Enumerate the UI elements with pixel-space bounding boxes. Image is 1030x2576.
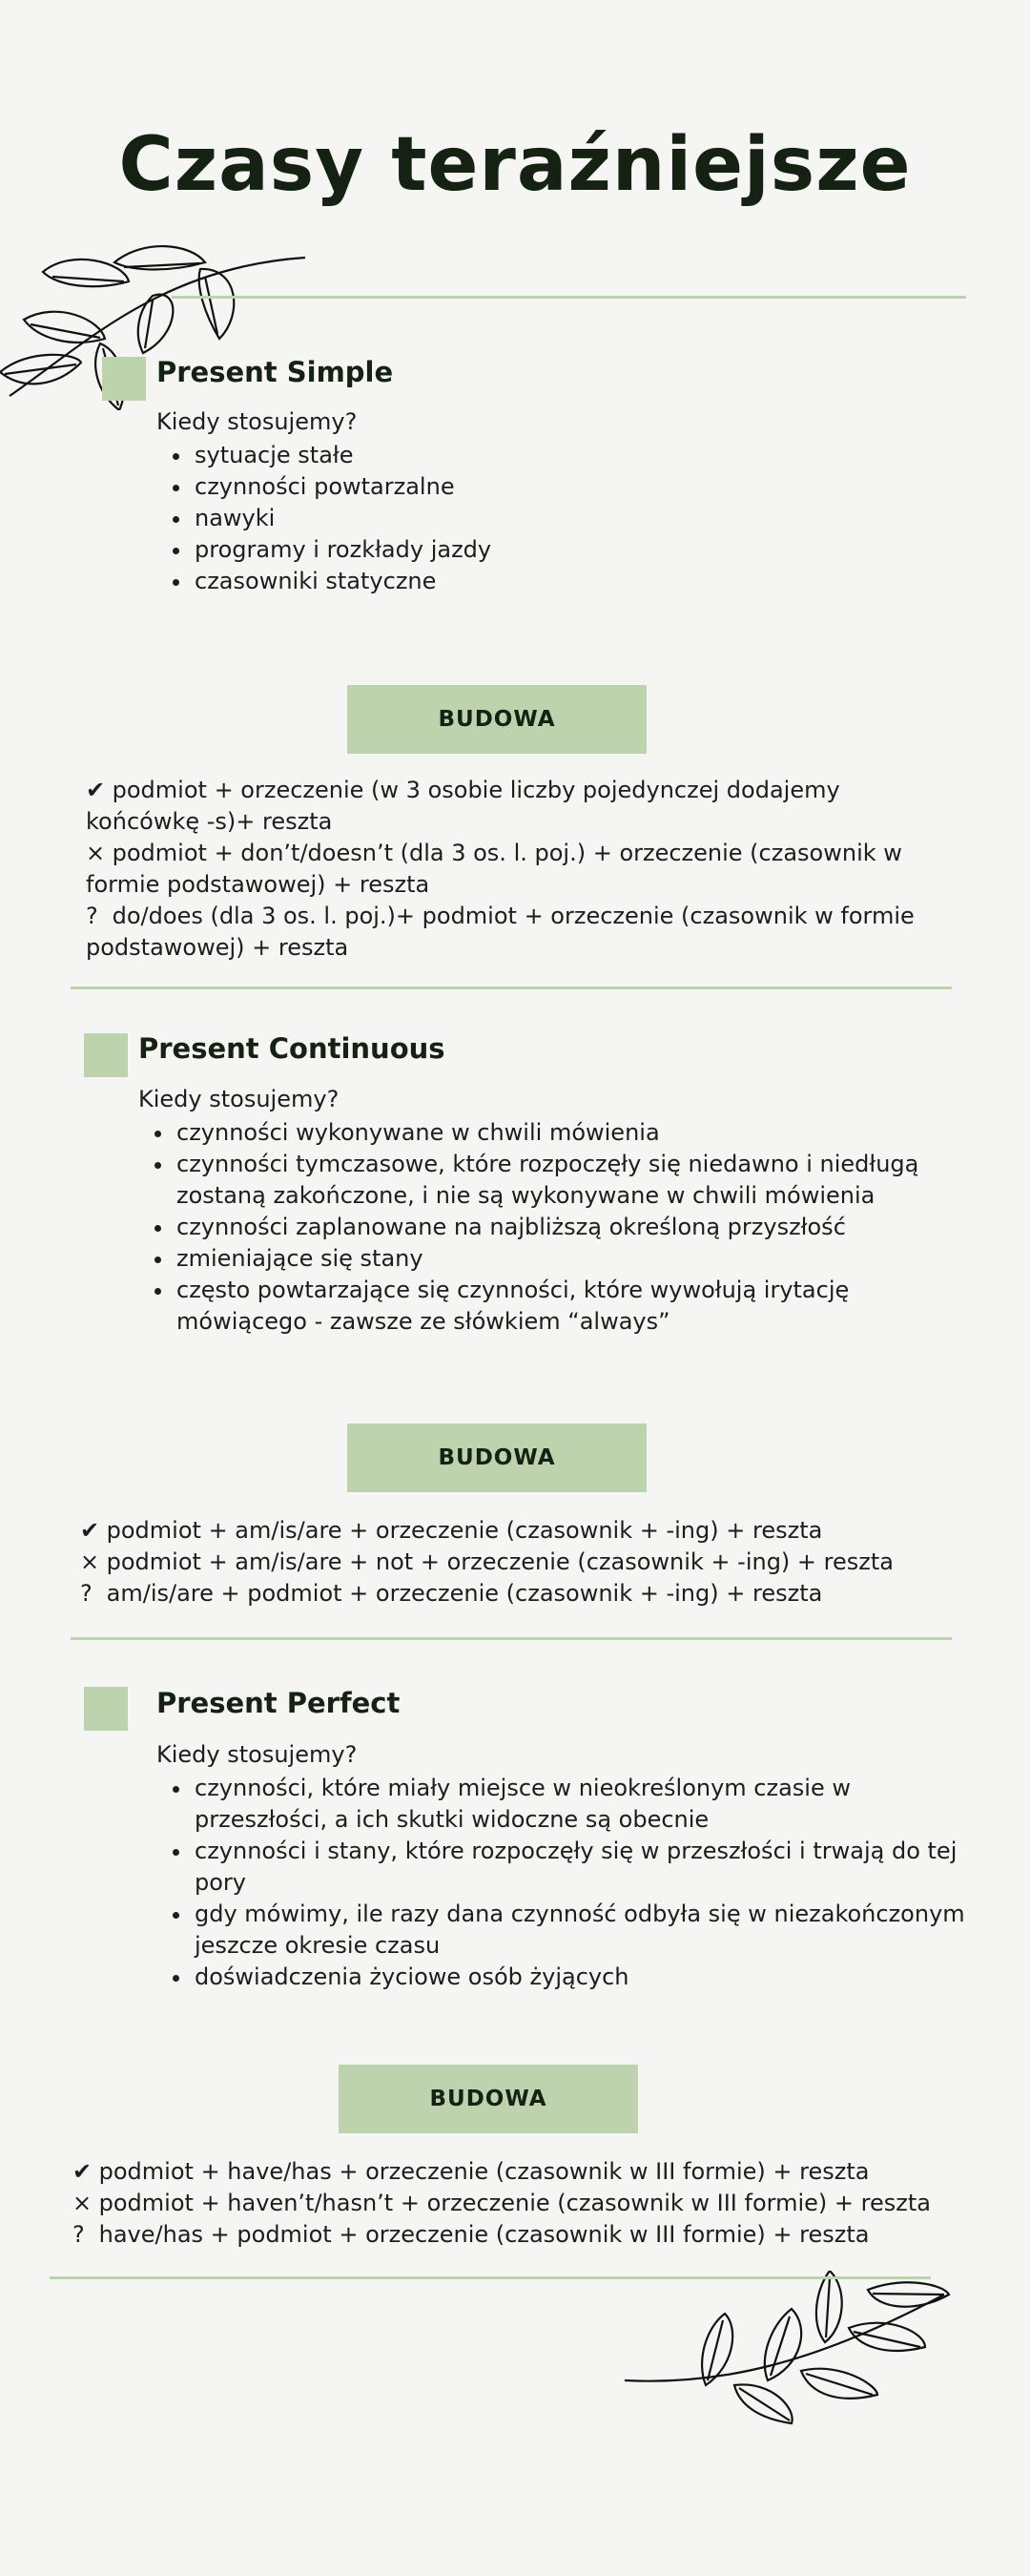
structure-list — [72, 2156, 969, 2251]
divider — [50, 2276, 931, 2279]
leaf-branch-icon-bottom — [620, 2271, 954, 2433]
list-item: • czynności zaplanowane na najbliższą określoną przyszłość — [175, 1212, 976, 1243]
section-marker — [84, 1687, 128, 1731]
usage-list — [156, 1773, 975, 1993]
cross-icon: × — [86, 840, 106, 866]
list-item: • gdy mówimy, ile razy dana czynność odbyła się w niezakończonym jeszcze okresie czasu — [193, 1899, 975, 1962]
structure-list — [86, 775, 925, 964]
check-icon: ✔ — [86, 777, 106, 803]
budowa-label: BUDOWA — [347, 685, 647, 754]
list-item: • nawyki — [193, 503, 956, 534]
check-icon: ✔ — [72, 2158, 93, 2185]
question-form: ? have/has + podmiot + orzeczenie (czasownik w III formie) + reszta — [72, 2219, 969, 2251]
list-item: • czynności powtarzalne — [193, 471, 956, 503]
list-item: • doświadczenia życiowe osób żyjących — [193, 1962, 975, 1993]
affirmative-form: ✔ podmiot + am/is/are + orzeczenie (czasownik + -ing) + reszta — [80, 1515, 938, 1547]
check-icon: ✔ — [80, 1517, 100, 1544]
section-heading: Present Simple — [156, 356, 394, 388]
budowa-label: BUDOWA — [347, 1423, 647, 1492]
negative-form: × podmiot + am/is/are + not + orzeczenie (czasownik + -ing) + reszta — [80, 1547, 938, 1578]
negative-form: × podmiot + don’t/doesn’t (dla 3 os. l. poj.) + orzeczenie (czasownik w formie podstawowej) + reszta — [86, 840, 902, 898]
list-item: • czynności tymczasowe, które rozpoczęły się niedawno i niedługą zostaną zakończone, i nie są wykonywane w chwili mówienia — [175, 1149, 976, 1212]
question-icon: ? — [80, 1580, 93, 1607]
section-marker — [102, 357, 146, 401]
list-item: • czynności i stany, które rozpoczęły się w przeszłości i trwają do tej pory — [193, 1836, 975, 1899]
affirmative-form: ✔ podmiot + have/has + orzeczenie (czasownik w III formie) + reszta — [72, 2156, 969, 2188]
list-item: • programy i rozkłady jazdy — [193, 534, 956, 566]
usage-question: Kiedy stosujemy? — [156, 1741, 358, 1768]
question-form: ? do/does (dla 3 os. l. poj.)+ podmiot + orzeczenie (czasownik w formie podstawowej) + reszta — [86, 903, 915, 961]
usage-question: Kiedy stosujemy? — [156, 408, 358, 435]
usage-list — [138, 1117, 976, 1338]
affirmative-form: ✔ podmiot + orzeczenie (w 3 osobie liczby pojedynczej dodajemy końcówkę -s)+ reszta — [86, 777, 840, 835]
question-form: ? am/is/are + podmiot + orzeczenie (czasownik + -ing) + reszta — [80, 1578, 938, 1610]
cross-icon: × — [80, 1548, 100, 1575]
divider — [172, 296, 966, 299]
divider — [71, 1637, 952, 1640]
negative-form: × podmiot + haven’t/hasn’t + orzeczenie (czasownik w III formie) + reszta — [72, 2188, 969, 2219]
section-heading: Present Perfect — [156, 1687, 401, 1719]
list-item: • czynności, które miały miejsce w nieokreślonym czasie w przeszłości, a ich skutki widoczne są obecnie — [193, 1773, 975, 1836]
section-marker — [84, 1033, 128, 1077]
list-item: • czasowniki statyczne — [193, 566, 956, 597]
usage-question: Kiedy stosujemy? — [138, 1086, 340, 1112]
page-title: Czasy teraźniejsze — [118, 122, 912, 208]
usage-list — [156, 440, 956, 597]
section-heading: Present Continuous — [138, 1032, 445, 1065]
budowa-label: BUDOWA — [339, 2065, 638, 2133]
list-item: • często powtarzające się czynności, które wywołują irytację mówiącego - zawsze ze słówkiem “always” — [175, 1275, 976, 1338]
list-item: • zmieniające się stany — [175, 1243, 976, 1275]
divider — [71, 987, 952, 989]
cross-icon: × — [72, 2190, 93, 2216]
list-item: • sytuacje stałe — [193, 440, 956, 471]
question-icon: ? — [72, 2221, 85, 2248]
structure-list — [80, 1515, 938, 1610]
question-icon: ? — [86, 903, 98, 929]
list-item: • czynności wykonywane w chwili mówienia — [175, 1117, 976, 1149]
